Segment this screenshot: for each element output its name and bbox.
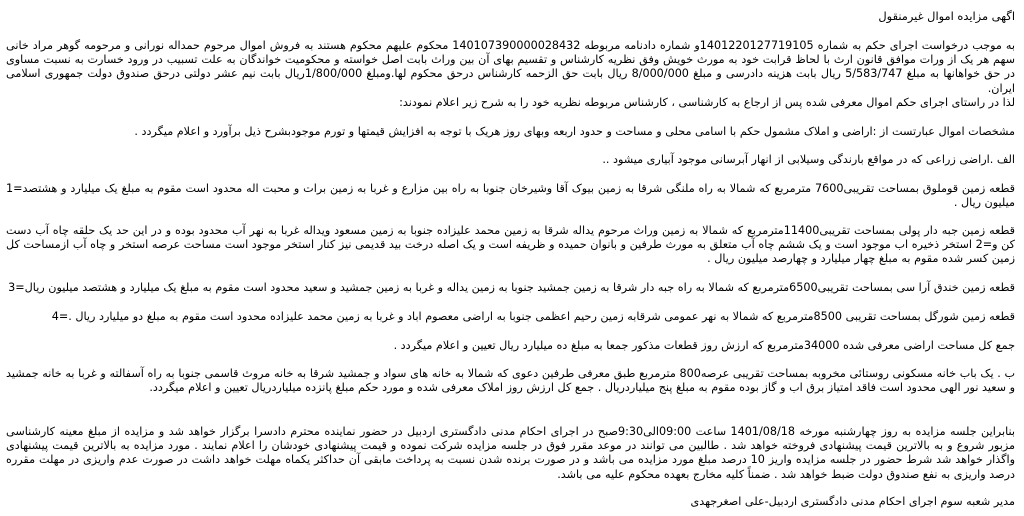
paragraph-property-specs: مشخصات اموال عبارتست از :اراضی و املاک مشمول حکم با اسامی محلی و مساحت و حدود اربعه وبهای روز هریک با توجه به افزایش قیمتها و تورم موجودبشرح ذیل برآورد و اعلام میگردد . <box>134 125 1015 138</box>
paragraph-expert-intro: لذا در راستای اجرای حکم اموال معرفی شده پس از ارجاع به کارشناسی ، کارشناس مربوطه نظریه خود را به شرح زیر اعلام نمودند: <box>399 96 1015 109</box>
signature-line: مدیر شعبه سوم اجرای احکام مدنی دادگستری اردبیل-علی اصغرجهدی <box>690 495 1015 508</box>
paragraph-auction-session: بنابراین جلسه مزایده به روز چهارشنبه مورخه 1401/08/18 ساعت 09:00الی9:30صبح در اجرای احکام مدنی دادگستری اردبیل در حضور نماینده محترم دادسرا برگزار خواهد شد و مزایده از مبلغ معینه کارشناسی مزبور شروع و به بالاترین قیمت پیشنهادی فروخته خواهد شد . طالبین می توانند در موعد مقرر فوق در جلسه مزایده شرکت نموده و قیمت پیشنهادی خودشان را اعلام نمایند . مورد مزایده به بالاترین قیمت پیشنهادی واگذار خواهد شد شرط حضور در جلسه مزایده واریز 10 درصد مبلغ مورد مزایده می باشد و در صورت برنده شدن نسبت به پرداخت مابقی آن حداکثر یکماه مهلت خواهد داشت در صورت عدم واریزی در مهلت مقرره درصد واریزی به نفع صندوق دولت ضبط خواهد شد . ضمناً کلیه مخارج بعهده محکوم علیه می باشد. <box>6 425 1015 481</box>
document-title: اگهی مزایده اموال غیرمنقول <box>878 9 1015 23</box>
paragraph-section-a: الف .اراضی زراعی که در مواقع بارندگی وسیلابی از انهار آبرسانی موجود آبیاری میشود .. <box>602 153 1015 166</box>
paragraph-parcel-2: قطعه زمین جبه دار پولی بمساحت تقریبی11400مترمربع که شمالا به زمین وراث مرحوم یداله شرقا به زمین محمد علیزاده جنوبا به زمین مسعود ویداله غربا به نهر آب محدود بوده و در این حد یک حلقه چاه آب دست کن و=2 استخر ذخیره اب موجود است و یک ششم چاه آب متعلق به مورث طرفین و بانوان حمیده و ظریفه است و یک اصله درخت بید قدیمی نیز کنار استخر موجود است مساحت عرصه استخر و چاه آب ازمساحت کل زمین کسر شده مقوم به مبلغ چهار میلیارد و چهارصد میلیون ریال . <box>6 224 1015 266</box>
paragraph-parcel-1: قطعه زمین قوملوق بمساحت تقریبی7600 مترمربع که شمالا به راه ملنگی شرقا به زمین بیوک آقا وشیرخان جنوبا به راه بین مزارع و غربا به زمین برات و محبت اله محدود است مقوم به مبلغ یک میلیارد و هشتصد=1 میلیون ریال . <box>6 182 1015 210</box>
paragraph-parcel-4: قطعه زمین شورگل بمساحت تقریبی 8500مترمربع که شمالا به نهر عمومی شرقابه زمین رحیم اعظمی جنوبا به اراضی معصوم اباد و غربا به زمین محمد علیزاده محدود است مقوم به مبلغ دو میلیارد ریال .=4 <box>51 310 1015 323</box>
paragraph-parcel-3: قطعه زمین خندق آرا سی بمساحت تقریبی6500مترمربع که شمالا به راه جبه دار شرقا به زمین جمشید جنوبا به زمین یداله و غربا به زمین جمشید و سعید محدود است مقوم به مبلغ یک میلیارد و هشتصد میلیون ریال=3 <box>8 281 1015 294</box>
paragraph-total-area: جمع کل مساحت اراضی معرفی شده 34000مترمربع که ارزش روز قطعات مذکور جمعا به مبلغ ده میلیارد ریال تعیین و اعلام میگردد . <box>393 339 1015 352</box>
paragraph-judgment-details: به موجب درخواست اجرای حکم به شماره 140122012771910‌5و شماره دادنامه مربوطه 140107390000028432 محکوم علیهم محکوم هستند به فروش اموال مرحوم حمداله نورانی و مرحومه گوهر مراد خانی سهم هر یک از ورات موافق قانون ارث با لحاظ قرابت خود به مورث خویش وفق نظریه کارشناس و تقسیم بهای آن بین وراث بابت اصل خواسته و محکومیت خواندگان به علت تسبیب در ورود خسارت به نسبت مساوی در حق خواهانها به مبلغ 5/583/747 ریال بابت هزینه دادرسی و مبلغ 8/000/000 ریال بابت حق الزحمه کارشناس درحق محکوم لها.ومبلغ 1/800/000ریال بابت نیم عشر دولتی درحق صندوق دولت جمهوری اسلامی ایران. <box>6 39 1016 95</box>
paragraph-section-b-house: ب . یک باب خانه مسکونی روستائی مخروبه بمساحت تقریبی عرصه800 مترمربع طبق معرفی طرفین دعوی که شمالا به خانه های سواد و جمشید شرقا به خانه مروث قاسمی جنوبا به راه آسفالته و غربا به خانه جمشید و سعید نور الهی محدود است فاقد امتیاز برق اب و گاز بوده مقوم به مبلغ پنج میلیاردریال . جمع کل ارزش روز املاک معرفی شده و مورد حکم مبلغ پانزده میلیاردریال تعیین و اعلام میگردد. <box>6 367 1015 395</box>
